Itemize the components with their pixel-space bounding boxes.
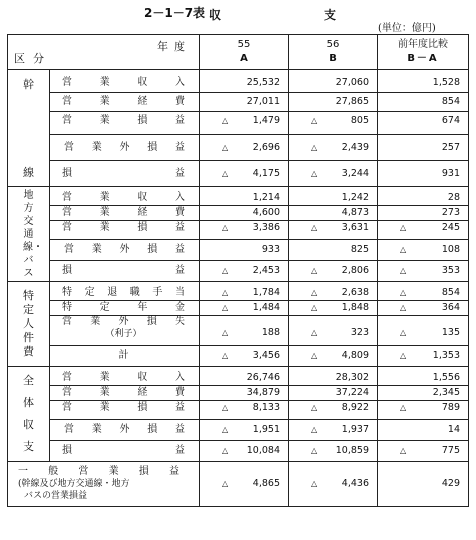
cell-55: △ 1,479: [200, 111, 289, 134]
income-expenditure-table: [7, 34, 469, 507]
group-tokutei-name: 特定人件費: [23, 289, 34, 358]
cell-56: 825: [289, 240, 378, 261]
cell-56: △ 2,439: [289, 135, 378, 161]
table-row: [8, 301, 469, 316]
cell-diff: 854: [378, 93, 469, 111]
group-kansen-label: [8, 70, 50, 187]
header-col-56: [289, 35, 378, 70]
cell-diff: △ 775: [378, 441, 469, 462]
cell-55: 27,011: [200, 93, 289, 111]
cell-56: △ 10,859: [289, 441, 378, 462]
table-row: [8, 70, 469, 93]
row-sublabel: （利子）: [105, 329, 142, 339]
cell-56: 4,873: [289, 206, 378, 221]
group-tokutei-label: [8, 282, 50, 367]
table-number: 2－1－7表: [144, 6, 206, 20]
group-chiho-name: 地方交通線・バス: [23, 190, 43, 279]
cell-55: △ 188: [200, 316, 289, 346]
cell-diff: 674: [378, 111, 469, 134]
table-row: [8, 386, 469, 401]
row-label: 営業経費: [50, 206, 200, 221]
cell-56: 37,224: [289, 386, 378, 401]
cell-56: △ 3,631: [289, 221, 378, 240]
cell-diff: △ 364: [378, 301, 469, 316]
cell-56: △ 4,436: [289, 462, 378, 507]
table-row: [8, 401, 469, 420]
table-row: [8, 221, 469, 240]
cell-56: △ 323: [289, 316, 378, 346]
cell-55: △ 4,175: [200, 161, 289, 187]
cell-55: △ 2,696: [200, 135, 289, 161]
header-row: [8, 35, 469, 70]
group-chiho-label: [8, 187, 50, 282]
header-compare-label: 前年度比較: [398, 39, 448, 50]
header-55-year: 55: [237, 39, 251, 50]
cell-55: △ 1,784: [200, 282, 289, 301]
table-row: [8, 93, 469, 111]
row-label: 営業経費: [50, 386, 200, 401]
table-row: [8, 282, 469, 301]
group-zentai-name: 全体収支: [23, 374, 34, 453]
row-label: 計: [50, 346, 200, 367]
row-label: 営業収入: [50, 187, 200, 206]
row-label: 営業外損益: [50, 420, 200, 441]
table-row: [8, 161, 469, 187]
cell-55: 25,532: [200, 70, 289, 93]
header-category-cell: [8, 35, 200, 70]
header-55-letter: A: [240, 53, 248, 64]
title-word-2: 支: [324, 8, 337, 22]
cell-55: △ 8,133: [200, 401, 289, 420]
unit-note: (単位：億円): [378, 23, 436, 34]
cell-55: 933: [200, 240, 289, 261]
row-label: 特定退職手当: [50, 282, 200, 301]
cell-55: △ 2,453: [200, 261, 289, 282]
row-label: 営業収入: [50, 367, 200, 386]
cell-diff: 1,528: [378, 70, 469, 93]
cell-55: △ 4,865: [200, 462, 289, 507]
cell-55: △ 1,484: [200, 301, 289, 316]
cell-diff: 257: [378, 135, 469, 161]
table-row: [8, 135, 469, 161]
cell-diff: △ 353: [378, 261, 469, 282]
cell-56: △ 1,848: [289, 301, 378, 316]
cell-diff: △ 854: [378, 282, 469, 301]
cell-55: 34,879: [200, 386, 289, 401]
cell-56: △ 8,922: [289, 401, 378, 420]
header-year-label: 年度: [157, 40, 191, 53]
row-label: 営業外損益: [50, 240, 200, 261]
header-section-label: 区分: [14, 52, 52, 65]
table-row-general: [8, 462, 469, 507]
row-label: 営業収入: [50, 70, 200, 93]
table-row: [8, 240, 469, 261]
cell-diff: 429: [378, 462, 469, 507]
cell-56: △ 1,937: [289, 420, 378, 441]
row-label: 特定年金: [50, 301, 200, 316]
cell-56: △ 4,809: [289, 346, 378, 367]
header-col-55: [200, 35, 289, 70]
header-col-compare: [378, 35, 469, 70]
cell-55: 4,600: [200, 206, 289, 221]
cell-56: 27,060: [289, 70, 378, 93]
table-row: [8, 420, 469, 441]
header-56-letter: B: [329, 53, 337, 64]
cell-56: 1,242: [289, 187, 378, 206]
cell-diff: △ 1,353: [378, 346, 469, 367]
general-label-cell: [8, 462, 200, 507]
cell-55: △ 3,386: [200, 221, 289, 240]
cell-diff: △ 135: [378, 316, 469, 346]
table-row: [8, 261, 469, 282]
cell-55: △ 1,951: [200, 420, 289, 441]
title-word-1: 収: [209, 8, 222, 22]
cell-diff: 14: [378, 420, 469, 441]
table-row: [8, 316, 469, 346]
row-label: 損益: [50, 261, 200, 282]
cell-56: △ 2,806: [289, 261, 378, 282]
table-row: [8, 346, 469, 367]
table-row: [8, 367, 469, 386]
general-label-1: 一般営業損益: [18, 466, 179, 477]
row-label: 営業外損益: [50, 135, 200, 161]
row-label: 営業外損失 （利子）: [50, 316, 200, 346]
cell-diff: △ 245: [378, 221, 469, 240]
general-label-2: (幹線及び地方交通線・地方: [18, 479, 130, 489]
cell-diff: 1,556: [378, 367, 469, 386]
table-row: [8, 206, 469, 221]
cell-55: 26,746: [200, 367, 289, 386]
table-row: [8, 187, 469, 206]
cell-56: △ 805: [289, 111, 378, 134]
cell-diff: 273: [378, 206, 469, 221]
cell-55: 1,214: [200, 187, 289, 206]
cell-diff: 2,345: [378, 386, 469, 401]
cell-56: 27,865: [289, 93, 378, 111]
row-label: 営業損益: [50, 221, 200, 240]
cell-55: △ 10,084: [200, 441, 289, 462]
header-56-year: 56: [326, 39, 340, 50]
cell-diff: △ 108: [378, 240, 469, 261]
header-compare-formula: B－A: [407, 53, 439, 64]
row-label: 損益: [50, 161, 200, 187]
group-kansen-bottom: 線: [23, 166, 34, 179]
cell-56: 28,302: [289, 367, 378, 386]
row-label: 営業損益: [50, 401, 200, 420]
cell-56: △ 3,244: [289, 161, 378, 187]
row-label: 営業経費: [50, 93, 200, 111]
table-row: [8, 441, 469, 462]
cell-55: △ 3,456: [200, 346, 289, 367]
group-kansen-top: 幹: [23, 78, 34, 91]
row-label: 営業損益: [50, 111, 200, 134]
group-zentai-label: [8, 367, 50, 462]
cell-diff: △ 789: [378, 401, 469, 420]
cell-56: △ 2,638: [289, 282, 378, 301]
general-label-3: バスの営業損益: [24, 491, 88, 501]
cell-diff: 28: [378, 187, 469, 206]
cell-diff: 931: [378, 161, 469, 187]
table-row: [8, 111, 469, 134]
row-label: 損益: [50, 441, 200, 462]
